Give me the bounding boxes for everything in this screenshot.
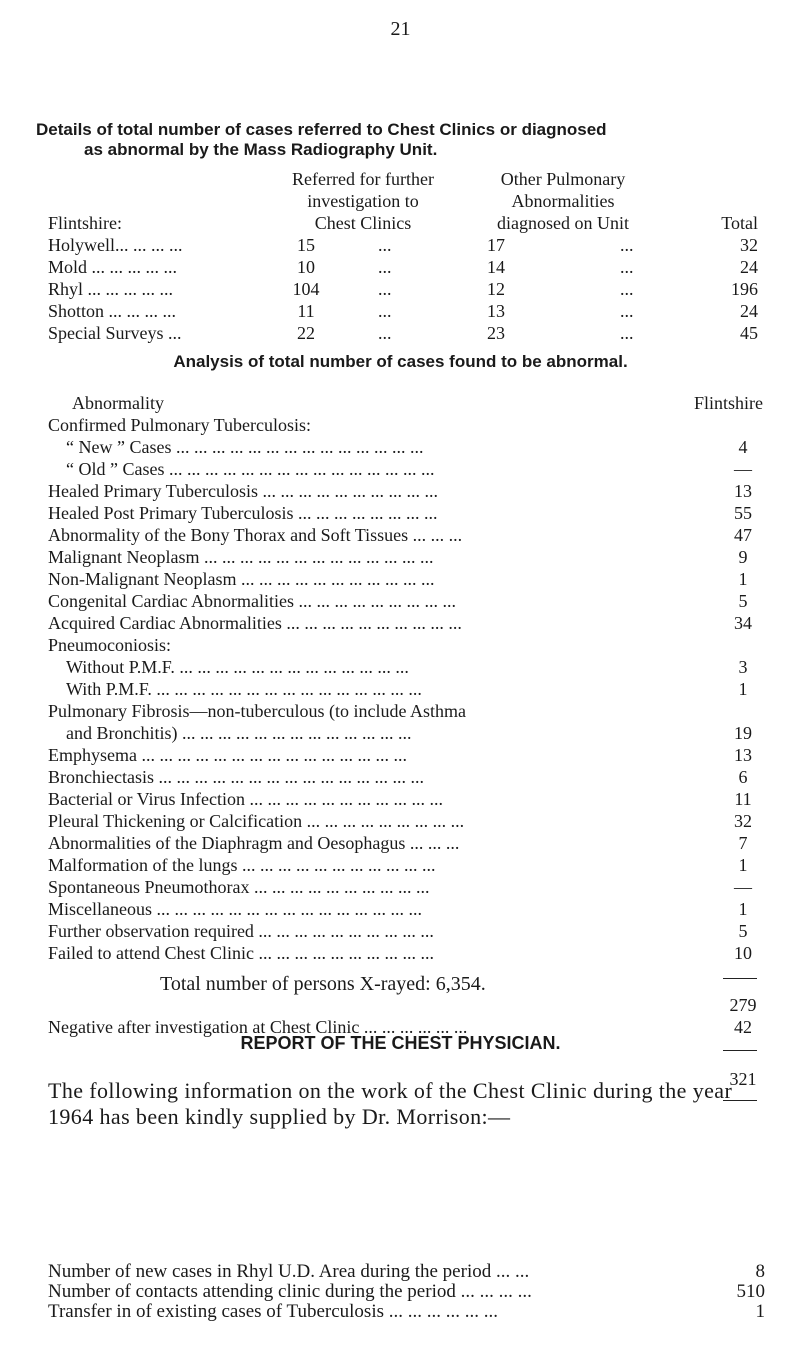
abnormality-label: Bronchiectasis ... ... ... ... ... ... ... ... ... ... ... ... ... ... ... bbox=[48, 767, 424, 787]
table-row bbox=[48, 1282, 765, 1302]
table-row bbox=[48, 678, 763, 700]
flintshire-value: 13 bbox=[734, 481, 752, 501]
table-row bbox=[48, 700, 763, 722]
dots: ... bbox=[378, 279, 392, 299]
table-row bbox=[48, 634, 763, 656]
table-row bbox=[48, 766, 763, 788]
total-xrayed: Total number of persons X-rayed: 6,354. bbox=[160, 973, 486, 995]
clinic-label: Number of new cases in Rhyl U.D. Area during the period ... ... bbox=[48, 1261, 530, 1282]
clinic-value: 1 bbox=[755, 1301, 765, 1322]
analysis-header bbox=[48, 392, 763, 414]
abnormality-label: and Bronchitis) ... ... ... ... ... ... ... ... ... ... ... ... ... bbox=[66, 723, 412, 743]
abnormality-label: Spontaneous Pneumothorax ... ... ... ... ... ... ... ... ... ... bbox=[48, 877, 430, 897]
other-value: 23 bbox=[487, 323, 505, 343]
referred-value: 11 bbox=[297, 301, 315, 321]
table-row bbox=[48, 876, 763, 898]
title-line-1: Details of total number of cases referred to Chest Clinics or diagnosed bbox=[36, 120, 607, 139]
abnormality-label: Pneumoconiosis: bbox=[48, 635, 172, 655]
report-title: REPORT OF THE CHEST PHYSICIAN. bbox=[240, 1033, 561, 1053]
table-row bbox=[48, 322, 758, 344]
table-row bbox=[48, 234, 758, 256]
abnormality-label: Pleural Thickening or Calcification ... ... ... ... ... ... ... ... ... bbox=[48, 811, 465, 831]
table-row bbox=[48, 256, 758, 278]
flintshire-value: 47 bbox=[734, 525, 752, 545]
table-row bbox=[48, 744, 763, 766]
total-value: 196 bbox=[731, 279, 758, 299]
table-row bbox=[48, 1302, 765, 1322]
table-row bbox=[48, 612, 763, 634]
flintshire-value: 13 bbox=[734, 745, 752, 765]
district-label: Holywell... ... ... ... bbox=[48, 235, 183, 255]
header-other-2: Abnormalities bbox=[511, 191, 615, 211]
district-label: Mold ... ... ... ... ... bbox=[48, 257, 178, 277]
abnormality-label: Failed to attend Chest Clinic ... ... ... ... ... ... ... ... ... ... bbox=[48, 943, 434, 963]
table-row bbox=[48, 942, 763, 964]
flintshire-value: 11 bbox=[734, 789, 752, 809]
abnormality-label: Acquired Cardiac Abnormalities ... ... ... ... ... ... ... ... ... ... bbox=[48, 613, 462, 633]
total-value: 24 bbox=[740, 301, 758, 321]
title-line-2: as abnormal by the Mass Radiography Unit. bbox=[84, 140, 438, 159]
referrals-table-header bbox=[48, 168, 758, 234]
flintshire-value: 1 bbox=[738, 569, 748, 589]
clinic-value: 8 bbox=[755, 1261, 765, 1282]
report-paragraph: The following information on the work of the Chest Clinic during the year 1964 has been kindly supplied by Dr. Morrison:— bbox=[48, 1078, 733, 1129]
flintshire-value: — bbox=[734, 877, 752, 897]
col-flintshire: Flintshire bbox=[693, 393, 763, 413]
abnormality-label: Further observation required ... ... ... ... ... ... ... ... ... ... bbox=[48, 921, 434, 941]
flintshire-value: 4 bbox=[738, 437, 748, 457]
table-row bbox=[48, 480, 763, 502]
col-abnormality: Abnormality bbox=[72, 393, 164, 413]
referred-value: 22 bbox=[297, 323, 315, 343]
table-row bbox=[48, 590, 763, 612]
abnormality-label: Emphysema ... ... ... ... ... ... ... ... ... ... ... ... ... ... ... bbox=[48, 745, 407, 765]
analysis-title: Analysis of total number of cases found to be abnormal. bbox=[173, 352, 628, 371]
abnormality-label: With P.M.F. ... ... ... ... ... ... ... ... ... ... ... ... ... ... ... bbox=[66, 679, 422, 699]
table-row bbox=[48, 788, 763, 810]
flintshire-value: 5 bbox=[738, 591, 748, 611]
dots: ... bbox=[620, 257, 634, 277]
table-row bbox=[48, 568, 763, 590]
header-referred-2: investigation to bbox=[307, 191, 419, 211]
abnormality-label: Abnormality of the Bony Thorax and Soft Tissues ... ... ... bbox=[48, 525, 463, 545]
district-label: Special Surveys ... bbox=[48, 323, 182, 343]
dots: ... bbox=[378, 257, 392, 277]
flintshire-value: 10 bbox=[734, 943, 752, 963]
clinic-value: 510 bbox=[736, 1281, 765, 1302]
clinic-label: Transfer in of existing cases of Tuberculosis ... ... ... ... ... ... bbox=[48, 1301, 498, 1322]
flintshire-value: 6 bbox=[738, 767, 748, 787]
flintshire-value: 1 bbox=[738, 855, 748, 875]
abnormality-label: Congenital Cardiac Abnormalities ... ... ... ... ... ... ... ... ... bbox=[48, 591, 456, 611]
flintshire-value: 32 bbox=[734, 811, 752, 831]
table-row bbox=[48, 832, 763, 854]
table-row bbox=[48, 722, 763, 744]
abnormality-label: Bacterial or Virus Infection ... ... ... ... ... ... ... ... ... ... ... bbox=[48, 789, 444, 809]
table-row bbox=[48, 458, 763, 480]
flintshire-value: — bbox=[734, 459, 752, 479]
flintshire-value: 3 bbox=[738, 657, 748, 677]
table-row bbox=[48, 414, 763, 436]
rule bbox=[723, 978, 757, 979]
page-number: 21 bbox=[390, 18, 411, 40]
subtotal-row bbox=[48, 994, 763, 1016]
table-row bbox=[48, 278, 758, 300]
negative-value: 42 bbox=[734, 1017, 752, 1037]
abnormality-label: Healed Post Primary Tuberculosis ... ... ... ... ... ... ... ... bbox=[48, 503, 438, 523]
other-value: 14 bbox=[487, 257, 505, 277]
table-row bbox=[48, 854, 763, 876]
table-row bbox=[48, 524, 763, 546]
dots: ... bbox=[620, 301, 634, 321]
table-row bbox=[48, 656, 763, 678]
abnormality-label: Pulmonary Fibrosis—non-tuberculous (to include Asthma bbox=[48, 701, 466, 721]
referred-value: 10 bbox=[297, 257, 315, 277]
other-value: 17 bbox=[487, 235, 505, 255]
abnormality-label: “ New ” Cases ... ... ... ... ... ... ... ... ... ... ... ... ... ... bbox=[66, 437, 424, 457]
total-value: 24 bbox=[740, 257, 758, 277]
flintshire-value: 1 bbox=[738, 679, 748, 699]
clinic-table bbox=[48, 1262, 765, 1322]
dots: ... bbox=[378, 323, 392, 343]
abnormality-label: Malignant Neoplasm ... ... ... ... ... ... ... ... ... ... ... ... ... bbox=[48, 547, 434, 567]
table-row bbox=[48, 898, 763, 920]
table-row bbox=[48, 546, 763, 568]
header-region: Flintshire: bbox=[48, 213, 123, 233]
header-other-1: Other Pulmonary bbox=[500, 169, 626, 189]
total-value: 32 bbox=[740, 235, 758, 255]
header-other-3: diagnosed on Unit bbox=[497, 213, 629, 233]
dots: ... bbox=[620, 323, 634, 343]
abnormality-label: Miscellaneous ... ... ... ... ... ... ... ... ... ... ... ... ... ... ... bbox=[48, 899, 422, 919]
subtotal-value: 279 bbox=[729, 995, 757, 1015]
referred-value: 104 bbox=[292, 279, 320, 299]
flintshire-value: 1 bbox=[738, 899, 748, 919]
total-value: 45 bbox=[740, 323, 758, 343]
abnormality-label: Healed Primary Tuberculosis ... ... ... ... ... ... ... ... ... ... bbox=[48, 481, 438, 501]
abnormality-label: “ Old ” Cases ... ... ... ... ... ... ... ... ... ... ... ... ... ... ... bbox=[66, 459, 435, 479]
district-label: Rhyl ... ... ... ... ... bbox=[48, 279, 174, 299]
district-label: Shotton ... ... ... ... bbox=[48, 301, 177, 321]
dots: ... bbox=[378, 301, 392, 321]
table-row bbox=[48, 1262, 765, 1282]
abnormality-label: Malformation of the lungs ... ... ... ... ... ... ... ... ... ... ... bbox=[48, 855, 436, 875]
flintshire-value: 34 bbox=[734, 613, 752, 633]
other-value: 12 bbox=[487, 279, 505, 299]
abnormality-label: Abnormalities of the Diaphragm and Oesophagus ... ... ... bbox=[48, 833, 460, 853]
header-total: Total bbox=[721, 213, 758, 233]
abnormality-label: Without P.M.F. ... ... ... ... ... ... ... ... ... ... ... ... ... bbox=[66, 657, 409, 677]
dots: ... bbox=[378, 235, 392, 255]
other-value: 13 bbox=[487, 301, 505, 321]
dots: ... bbox=[620, 279, 634, 299]
clinic-label: Number of contacts attending clinic during the period ... ... ... ... bbox=[48, 1281, 532, 1302]
flintshire-value: 55 bbox=[734, 503, 752, 523]
flintshire-value: 19 bbox=[734, 723, 752, 743]
grand-total-value: 321 bbox=[729, 1069, 757, 1089]
referrals-table bbox=[48, 168, 758, 344]
negative-label: Negative after investigation at Chest Clinic ... ... ... ... ... ... bbox=[48, 1017, 468, 1037]
table-row bbox=[48, 810, 763, 832]
flintshire-value: 9 bbox=[738, 547, 748, 567]
abnormality-label: Non-Malignant Neoplasm ... ... ... ... ... ... ... ... ... ... ... bbox=[48, 569, 435, 589]
referred-value: 15 bbox=[297, 235, 315, 255]
header-referred-3: Chest Clinics bbox=[314, 213, 412, 233]
table-row bbox=[48, 502, 763, 524]
abnormality-label: Confirmed Pulmonary Tuberculosis: bbox=[48, 415, 312, 435]
table-row bbox=[48, 436, 763, 458]
analysis-table bbox=[48, 392, 763, 1104]
table-row bbox=[48, 300, 758, 322]
dots: ... bbox=[620, 235, 634, 255]
flintshire-value: 5 bbox=[738, 921, 748, 941]
table-row bbox=[48, 920, 763, 942]
header-referred-1: Referred for further bbox=[292, 169, 434, 189]
title bbox=[36, 120, 776, 160]
flintshire-value: 7 bbox=[738, 833, 748, 853]
